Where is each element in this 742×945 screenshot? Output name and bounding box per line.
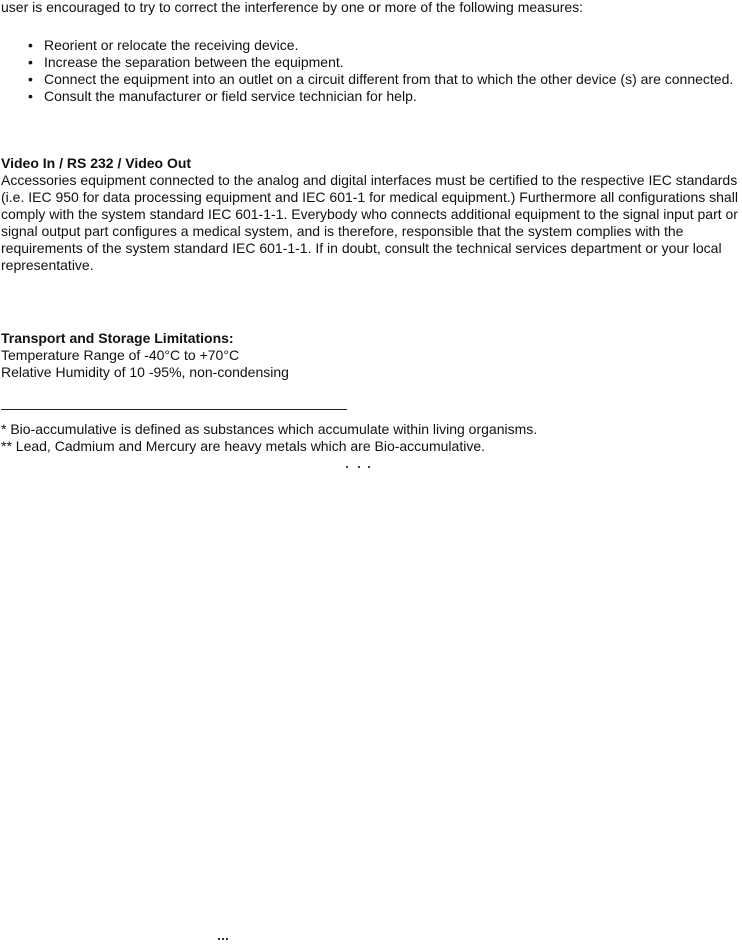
video-section-heading: Video In / RS 232 / Video Out — [1, 155, 192, 171]
video-section — [1, 155, 739, 274]
list-item: • Increase the separation between the equipment. — [28, 54, 740, 71]
footnote-double: ** Lead, Cadmium and Mercury are heavy metals which are Bio-accumulative. — [1, 438, 485, 454]
scan-speck — [218, 938, 228, 941]
footnote-divider — [1, 409, 347, 410]
intro-text: user is encouraged to try to correct the interference by one or more of the following measures: — [1, 0, 584, 15]
transport-section-heading: Transport and Storage Limitations: — [1, 330, 234, 346]
footnotes — [1, 421, 739, 455]
transport-section — [1, 330, 739, 381]
scan-speck — [346, 462, 376, 470]
humidity-range: Relative Humidity of 10 -95%, non-condensing — [1, 364, 289, 380]
list-item: • Reorient or relocate the receiving device. — [28, 37, 740, 54]
list-item: • Connect the equipment into an outlet on a circuit different from that to which the other device (s) are connected. — [28, 71, 740, 88]
list-item: • Consult the manufacturer or field service technician for help. — [28, 88, 740, 105]
footnote-single: * Bio-accumulative is defined as substances which accumulate within living organisms. — [1, 421, 538, 437]
temperature-range: Temperature Range of -40°C to +70°C — [1, 347, 240, 363]
measures-list — [28, 37, 740, 105]
video-section-body: Accessories equipment connected to the analog and digital interfaces must be certified to the respective IEC standards (i.e. IEC 950 for data processing equipment and IEC 601-1 for medical equipment.) Furthermore all configurations shall comply with the system standard IEC 601-1-1. Everybody who connects additional equipment to the signal input part or signal output part configures a medical system, and is therefore, responsible that the system complies with the requirements of the system standard IEC 601-1-1. If in doubt, consult the technical services department or your local representative. — [1, 172, 738, 273]
